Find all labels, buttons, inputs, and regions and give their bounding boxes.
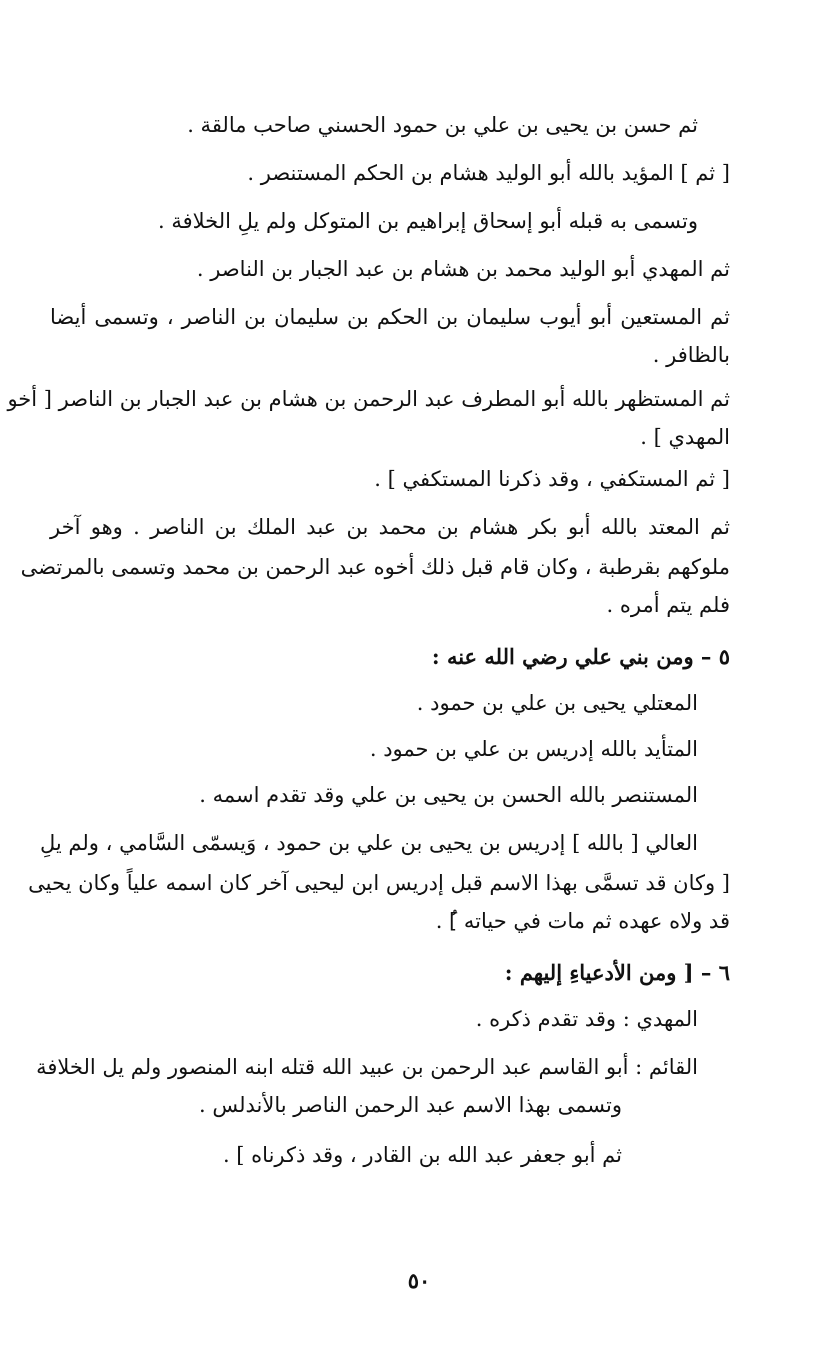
text-line-mutali: المعتلي يحيى بن علي بن حمود . (416, 691, 698, 715)
text-line-tasamma-nasir: وتسمى بهذا الاسم عبد الرحمن الناصر بالأندلس . (199, 1093, 622, 1117)
text-line-mustain: ثم المستعين أبو أيوب سليمان بن الحكم بن سليمان بن الناصر ، وتسمى أيضا (50, 305, 730, 329)
text-line-al-mahdi: المهدي : وقد تقدم ذكره . (475, 1007, 698, 1031)
text-line-al-qaim: القائم : أبو القاسم عبد الرحمن بن عبيد الله قتله ابنه المنصور ولم يل الخلافة (36, 1055, 698, 1079)
text-line-mutadd: ثم المعتد بالله أبو بكر هشام بن محمد بن عبد الملك بن الناصر . وهو آخر (50, 515, 730, 539)
text-line-mutayyad: المتأيد بالله إدريس بن علي بن حمود . (369, 737, 698, 761)
text-line-amruh: فلم يتم أمره . (606, 593, 730, 617)
text-line-ibrahim: وتسمى به قبله أبو إسحاق إبراهيم بن المتوكل ولم يلِ الخلافة . (157, 209, 698, 233)
text-line-mustakfi: [ ثم المستكفي ، وقد ذكرنا المستكفي ] . (374, 467, 730, 491)
section-heading-adiya: ٦ – [ ومن الأدعياءِ إليهم : (504, 960, 730, 985)
text-line-ali: العالي [ بالله ] إدريس بن يحيى بن علي بن حمود ، وَيسمّى السَّامي ، ولم يلِ (40, 831, 698, 855)
page-number: ٥٠ (407, 1268, 431, 1293)
section-heading-bani-ali: ٥ – ومن بني علي رضي الله عنه : (431, 644, 730, 669)
text-line-muayyad: [ ثم ] المؤيد بالله أبو الوليد هشام بن الحكم المستنصر . (247, 161, 730, 185)
text-line-qurtuba: ملوكهم بقرطبة ، وكان قام قبل ذلك أخوه عبد الرحمن بن محمد وتسمى بالمرتضى (20, 555, 730, 579)
text-line-mustansir: المستنصر بالله الحسن بن يحيى بن علي وقد تقدم اسمه . (199, 783, 698, 807)
text-line-hasan: ثم حسن بن يحيى بن علي بن حمود الحسني صاحب مالقة . (187, 113, 698, 137)
text-line-mahdi: ثم المهدي أبو الوليد محمد بن هشام بن عبد الجبار بن الناصر . (196, 257, 730, 281)
text-line-zafir: بالظافر . (652, 343, 730, 367)
text-line-kana-tasamma: [ وكان قد تسمَّى بهذا الاسم قبل إدريس ابن ليحيى آخر كان اسمه علياً وكان يحيى (28, 871, 730, 895)
text-line-mahdi-brother: المهدي ] . (640, 425, 730, 449)
text-line-mustazhir: ثم المستظهر بالله أبو المطرف عبد الرحمن بن هشام بن عبد الجبار بن الناصر [ أخو (7, 387, 730, 411)
text-line-wallah: قد ولاه عهده ثم مات في حياته ]ُ . (435, 909, 730, 933)
text-line-abu-jafar: ثم أبو جعفر عبد الله بن القادر ، وقد ذكرناه ] . (222, 1143, 622, 1167)
